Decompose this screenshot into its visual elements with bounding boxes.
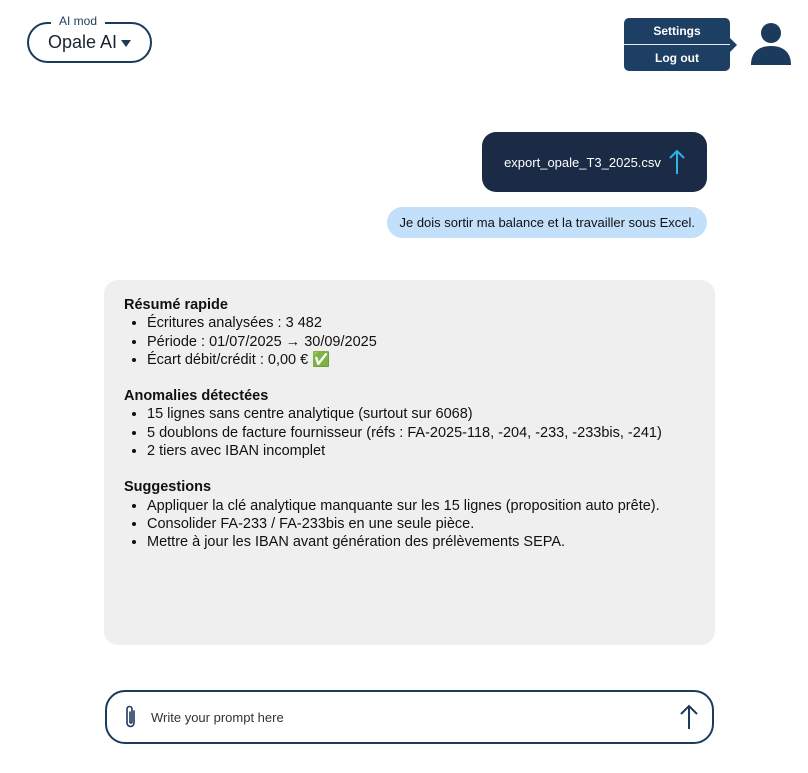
list-item: • Consolider FA-233 / FA-233bis en une seule pièce. <box>147 515 695 533</box>
prompt-bar <box>105 690 714 744</box>
section-anomalies <box>124 387 695 460</box>
ai-mode-value: Opale AI <box>47 32 118 52</box>
file-message[interactable] <box>482 132 707 192</box>
section-title: Anomalies détectées <box>124 388 269 405</box>
file-name: export_opale_T3_2025.csv <box>504 154 661 170</box>
section-suggestions <box>124 478 695 551</box>
list-item: • 2 tiers avec IBAN incomplet <box>147 442 695 460</box>
assistant-response <box>104 280 715 645</box>
user-avatar-icon[interactable] <box>750 22 792 65</box>
list-item: • Écritures analysées : 3 482 <box>147 314 695 332</box>
list-item: • Période : 01/07/2025 → 30/09/2025 <box>147 333 695 351</box>
settings-button[interactable]: Settings <box>653 24 701 38</box>
logout-button[interactable]: Log out <box>624 44 730 70</box>
ai-mode-label: AI mod <box>51 14 105 28</box>
list-item: • Mettre à jour les IBAN avant génération des prélèvements SEPA. <box>147 533 695 551</box>
list-item: • Écart débit/crédit : 0,00 € ✅ <box>147 351 695 369</box>
ai-mode-selector[interactable] <box>27 14 152 63</box>
section-title: Suggestions <box>124 479 212 496</box>
section-summary <box>124 296 695 369</box>
list-item: • 5 doublons de facture fournisseur (réfs : FA-2025-118, -204, -233, -233bis, -241) <box>147 424 695 442</box>
send-arrow-icon[interactable] <box>680 704 698 730</box>
user-message: Je dois sortir ma balance et la travailler sous Excel. <box>387 207 707 238</box>
list-item: • 15 lignes sans centre analytique (surtout sur 6068) <box>147 405 695 423</box>
prompt-input[interactable] <box>151 710 680 725</box>
paperclip-icon[interactable] <box>123 704 139 730</box>
upload-arrow-icon <box>669 149 685 175</box>
caret-down-icon <box>121 40 131 47</box>
user-menu <box>624 18 730 71</box>
section-title: Résumé rapide <box>124 297 228 313</box>
list-item: • Appliquer la clé analytique manquante sur les 15 lignes (proposition auto prête). <box>147 497 695 515</box>
